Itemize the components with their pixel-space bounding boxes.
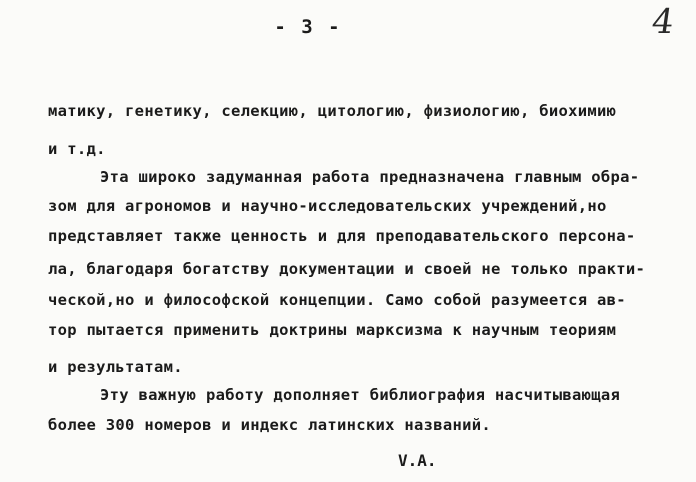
text-line: ческой,но и философской концепции. Само собой разумеется ав- bbox=[48, 291, 626, 309]
text-line: Эта широко задуманная работа предназначена главным обра- bbox=[100, 168, 640, 186]
signature-initials: V.A. bbox=[398, 451, 437, 470]
handwritten-page-number: 4 bbox=[649, 2, 677, 42]
text-line: представляет также ценность и для преподавательского персона- bbox=[48, 227, 636, 245]
text-line: Эту важную работу дополняет библиография насчитывающая bbox=[100, 386, 621, 404]
text-line: зом для агрономов и научно-исследовательских учреждений,но bbox=[48, 197, 607, 215]
text-line: тор пытается применить доктрины марксизма к научным теориям bbox=[48, 321, 617, 339]
text-line: матику, генетику, селекцию, цитологию, физиологию, биохимию bbox=[48, 102, 617, 120]
text-line: и т.д. bbox=[48, 140, 106, 158]
text-line: более 300 номеров и индекс латинских названий. bbox=[48, 416, 492, 434]
page-number: - 3 - bbox=[274, 16, 342, 38]
text-line: ла, благодаря богатству документации и своей не только практи- bbox=[48, 260, 646, 278]
text-line: и результатам. bbox=[48, 358, 183, 376]
